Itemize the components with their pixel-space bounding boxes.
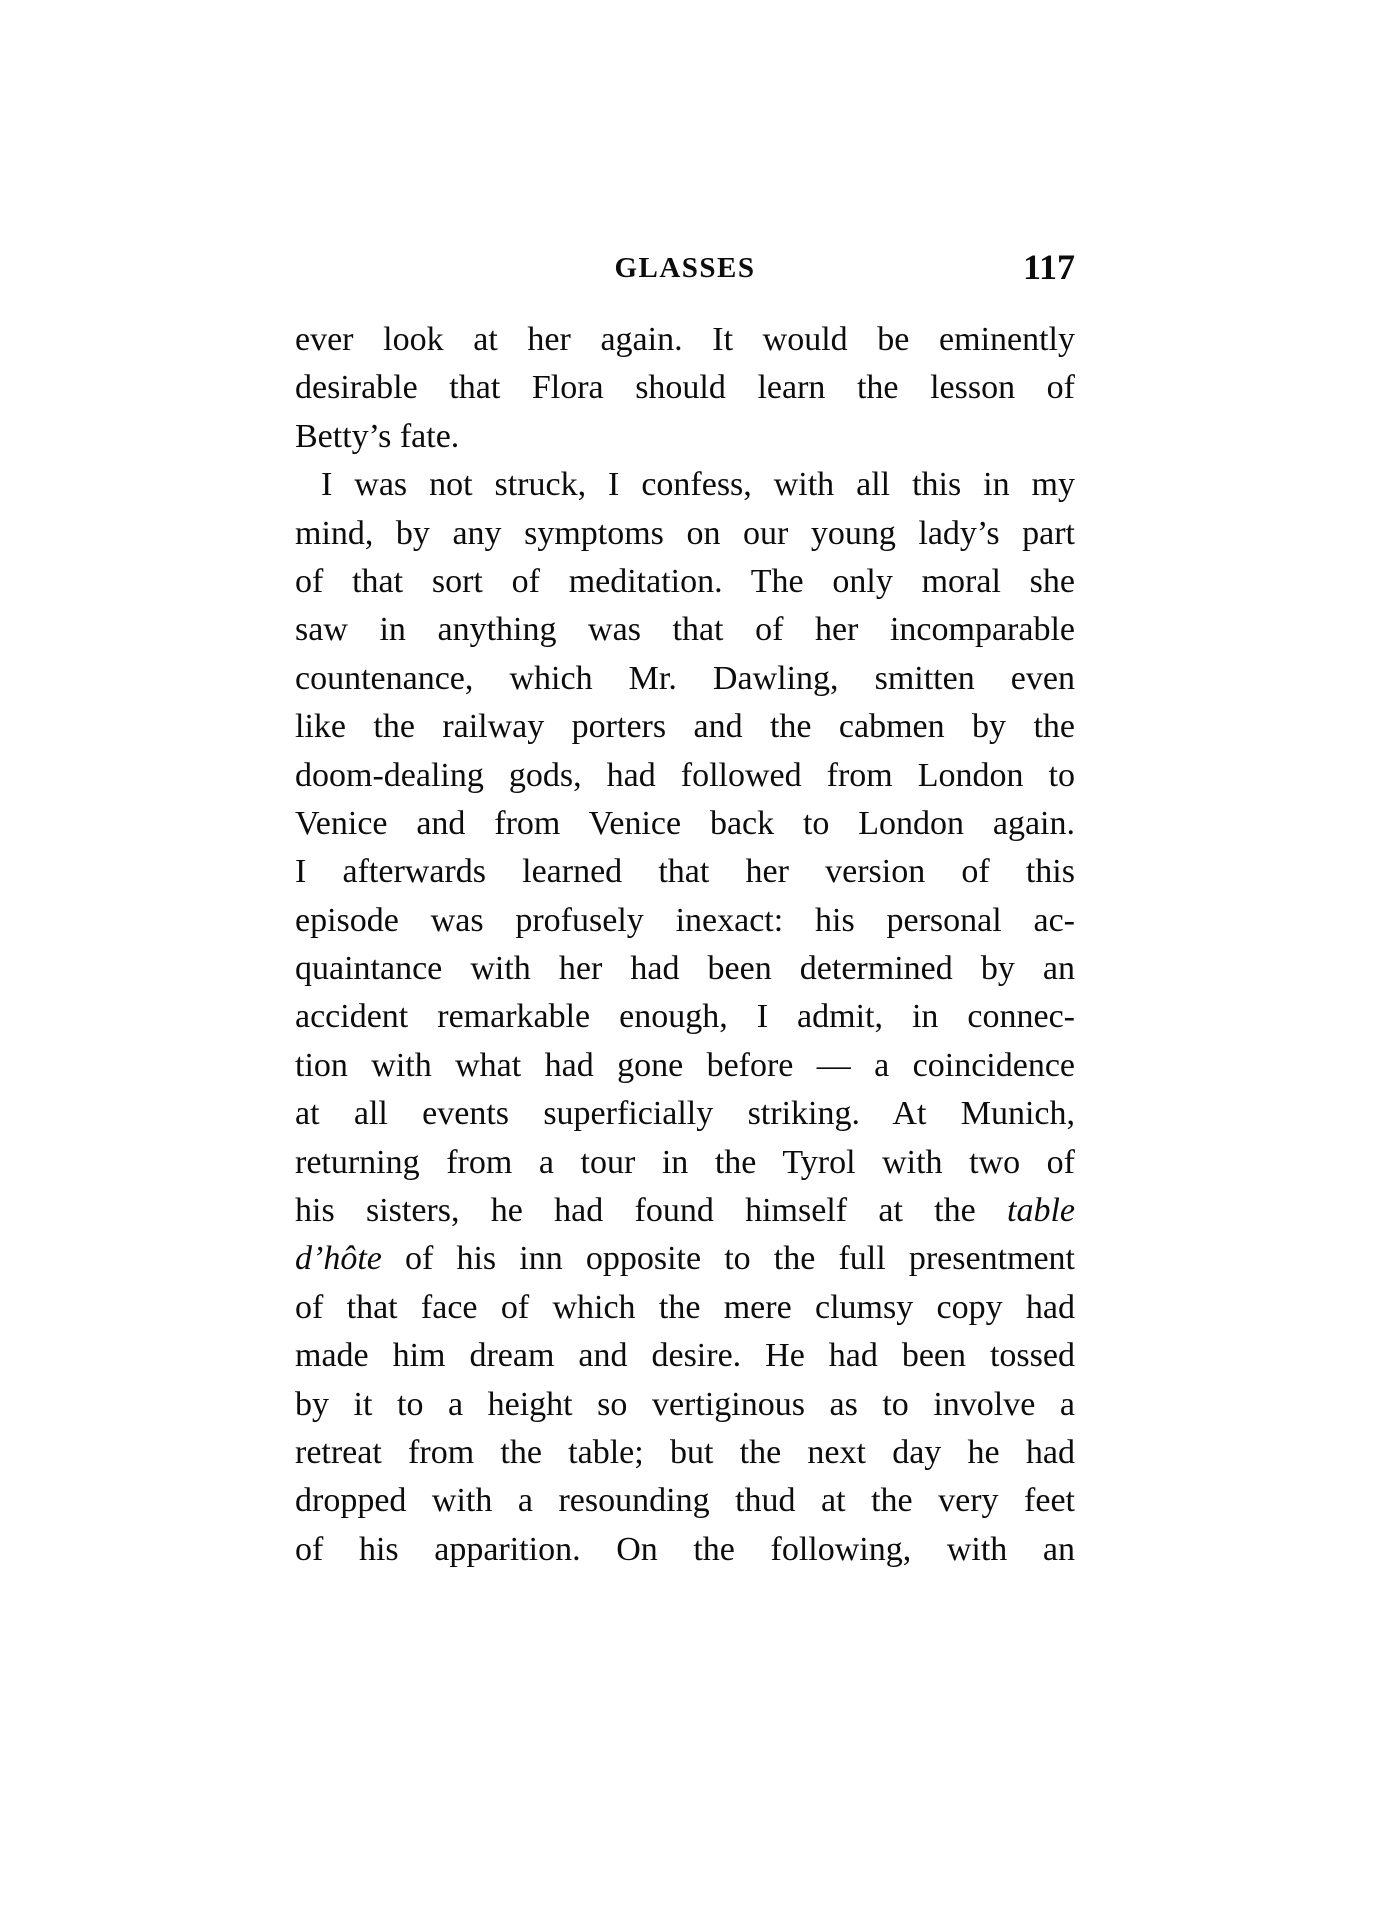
text-segment: at all events superficially striking. At Munich,	[295, 1095, 1075, 1133]
text-line	[295, 1381, 1075, 1429]
text-line	[295, 558, 1075, 606]
text-line	[295, 606, 1075, 654]
text-line	[295, 848, 1075, 896]
text-segment: returning from a tour in the Tyrol with two of	[295, 1143, 1075, 1181]
body-text	[295, 316, 1075, 1574]
running-title: GLASSES	[614, 252, 756, 284]
page-number: 117	[1022, 247, 1075, 287]
text-segment: ever look at her again. It would be eminently	[295, 321, 1075, 358]
text-segment: quaintance with her had been determined by an	[295, 950, 1075, 988]
text-segment: accident remarkable enough, I admit, in connec-	[295, 998, 1075, 1036]
italic-text-segment: d’hôte	[295, 1240, 382, 1278]
text-line	[295, 1477, 1075, 1525]
text-segment: Betty’s fate.	[295, 417, 460, 455]
text-segment: countenance, which Mr. Dawling, smitten even	[295, 659, 1075, 697]
text-line	[295, 461, 1075, 509]
text-segment: of that face of which the mere clumsy copy had	[295, 1288, 1075, 1326]
text-segment: desirable that Flora should learn the lesson of	[295, 369, 1075, 407]
text-line	[295, 413, 1075, 461]
page-header	[295, 245, 1075, 287]
text-line	[295, 897, 1075, 945]
text-line	[295, 993, 1075, 1041]
text-segment: retreat from the table; but the next day he had	[295, 1433, 1075, 1471]
text-segment: of that sort of meditation. The only moral she	[295, 562, 1075, 600]
text-line	[295, 1090, 1075, 1138]
text-line	[295, 1332, 1075, 1380]
text-segment: saw in anything was that of her incomparable	[295, 611, 1075, 649]
text-line	[295, 752, 1075, 800]
text-line	[295, 945, 1075, 993]
text-line	[295, 1526, 1075, 1574]
text-segment: mind, by any symptoms on our young lady’s part	[295, 514, 1075, 552]
text-column	[295, 245, 1075, 1574]
text-line	[295, 1429, 1075, 1477]
text-segment: I was not struck, I confess, with all this in my	[321, 466, 1075, 504]
text-line	[295, 364, 1075, 412]
text-segment: episode was profusely inexact: his personal ac-	[295, 901, 1075, 939]
text-segment: made him dream and desire. He had been tossed	[295, 1337, 1075, 1375]
text-segment: I afterwards learned that her version of this	[295, 853, 1075, 891]
text-line	[295, 1042, 1075, 1090]
text-segment: of his apparition. On the following, with an	[295, 1530, 1075, 1568]
text-segment: tion with what had gone before — a coincidence	[295, 1046, 1075, 1084]
text-line	[295, 1139, 1075, 1187]
text-line	[295, 1187, 1075, 1235]
text-line	[295, 316, 1075, 364]
text-line	[295, 655, 1075, 703]
text-segment: like the railway porters and the cabmen by the	[295, 708, 1075, 746]
text-segment: by it to a height so vertiginous as to involve a	[295, 1385, 1075, 1423]
italic-text-segment: table	[1007, 1192, 1075, 1230]
text-segment: dropped with a resounding thud at the very feet	[295, 1482, 1075, 1520]
text-segment: of his inn opposite to the full presentment	[381, 1240, 1075, 1278]
text-line	[295, 510, 1075, 558]
text-segment: his sisters, he had found himself at the	[295, 1192, 1008, 1230]
text-line	[295, 800, 1075, 848]
text-segment: Venice and from Venice back to London again.	[295, 804, 1075, 842]
text-line	[295, 1284, 1075, 1332]
text-segment: doom-dealing gods, had followed from London to	[295, 756, 1075, 794]
text-line	[295, 703, 1075, 751]
text-line	[295, 1235, 1075, 1283]
